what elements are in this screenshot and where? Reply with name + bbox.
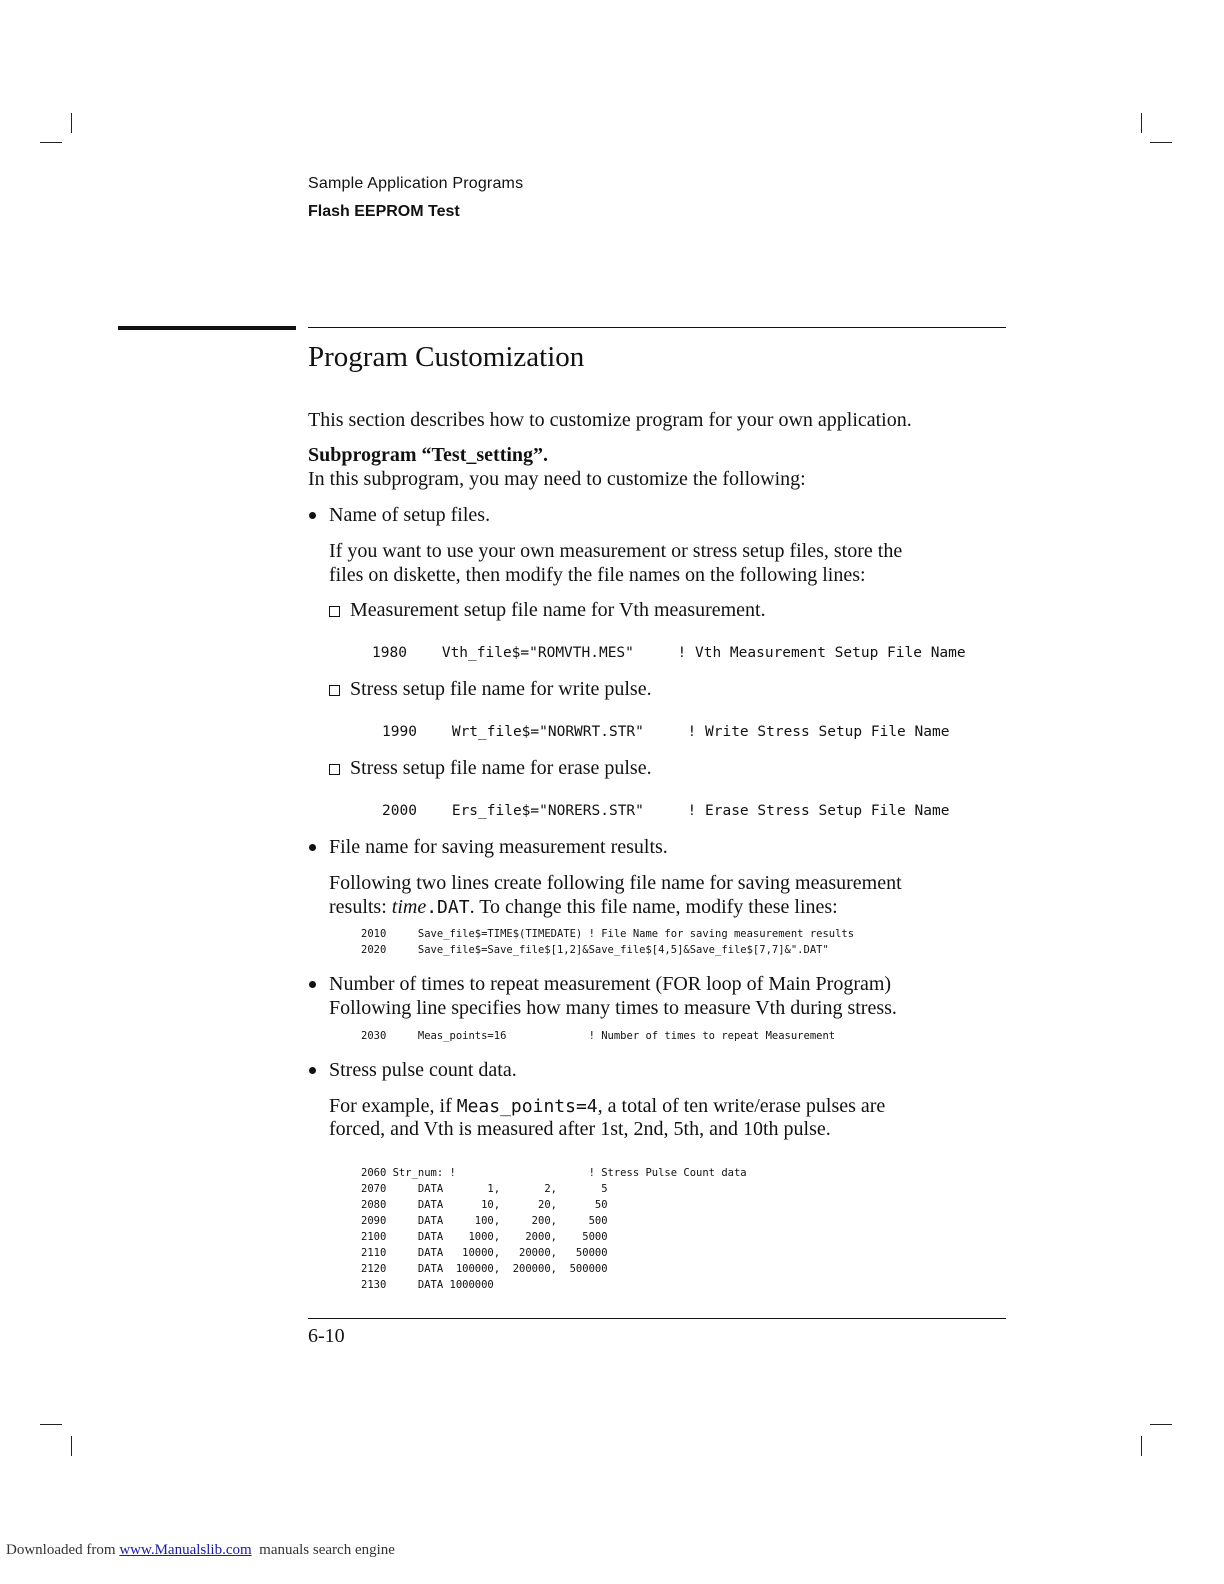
code-line: 2090 DATA 100, 200, 500 <box>361 1215 608 1227</box>
crop-mark-tl-v <box>71 113 72 133</box>
text-run: For example, if <box>329 1095 457 1117</box>
text-run: . To change this file name, modify these lines: <box>469 896 838 918</box>
code-line-2000: 2000 Ers_file$="NORERS.STR" ! Erase Stress Setup File Name <box>382 803 950 819</box>
crop-mark-tl-h <box>40 142 62 143</box>
code-line: 2110 DATA 10000, 20000, 50000 <box>361 1247 608 1259</box>
item-setup-files-para-line2: files on diskette, then modify the file names on the following lines: <box>329 564 866 586</box>
subitem-write-stress-setup: Stress setup file name for write pulse. <box>350 678 652 700</box>
item-setup-files-label: Name of setup files. <box>329 504 491 526</box>
code-line-1990: 1990 Wrt_file$="NORWRT.STR" ! Write Stress Setup File Name <box>382 724 950 740</box>
code-line-1980: 1980 Vth_file$="ROMVTH.MES" ! Vth Measurement Setup File Name <box>372 645 966 661</box>
checkbox-square-icon <box>329 764 340 775</box>
crop-mark-br-v <box>1141 1436 1142 1456</box>
code-line-2020: 2020 Save_file$=Save_file$[1,2]&Save_file$[4,5]&Save_file$[7,7]&".DAT" <box>361 944 829 956</box>
item-repeat-para: Following line specifies how many times to measure Vth during stress. <box>329 997 897 1019</box>
item-repeat-label: Number of times to repeat measurement (FOR loop of Main Program) <box>329 973 892 995</box>
item-pulse-count-para-line2: forced, and Vth is measured after 1st, 2nd, 5th, and 10th pulse. <box>329 1118 831 1140</box>
subitem-measurement-setup: Measurement setup file name for Vth measurement. <box>350 599 766 621</box>
item-pulse-count-label: Stress pulse count data. <box>329 1059 517 1081</box>
subitem-erase-stress-setup: Stress setup file name for erase pulse. <box>350 757 652 779</box>
text-run: results: <box>329 896 392 918</box>
crop-mark-bl-h <box>40 1424 62 1425</box>
code-line-2010: 2010 Save_file$=TIME$(TIMEDATE) ! File Name for saving measurement results <box>361 928 855 940</box>
crop-mark-tr-h <box>1150 142 1172 143</box>
running-header-section: Sample Application Programs <box>308 175 524 192</box>
checkbox-square-icon <box>329 685 340 696</box>
page-number: 6-10 <box>308 1325 345 1347</box>
page-title: Program Customization <box>308 341 585 373</box>
footer-suffix: manuals search engine <box>251 1542 395 1558</box>
footer-rule <box>308 1318 1006 1319</box>
crop-mark-tr-v <box>1141 113 1142 133</box>
code-block-pulse-data <box>361 1149 747 1309</box>
code-block-save-file <box>361 926 854 958</box>
crop-mark-bl-v <box>71 1436 72 1456</box>
code-line: 2120 DATA 100000, 200000, 500000 <box>361 1263 608 1275</box>
crop-mark-br-h <box>1150 1424 1172 1425</box>
item-setup-files-para-line1: If you want to use your own measurement or stress setup files, store the <box>329 540 903 562</box>
footer-prefix: Downloaded from <box>6 1542 120 1558</box>
item-save-file-para-line2 <box>329 895 838 920</box>
item-pulse-count-para-line1 <box>329 1094 885 1119</box>
manualslib-link[interactable]: www.Manualslib.com <box>119 1542 252 1558</box>
code-line: 2130 DATA 1000000 <box>361 1279 494 1291</box>
inline-code-dat: .DAT <box>426 897 470 918</box>
code-line-2030: 2030 Meas_points=16 ! Number of times to repeat Measurement <box>361 1030 836 1042</box>
item-save-file-label: File name for saving measurement results. <box>329 836 668 858</box>
code-line: 2070 DATA 1, 2, 5 <box>361 1183 608 1195</box>
bullet-icon <box>309 512 316 519</box>
italic-time: time <box>391 896 427 918</box>
text-run: , a total of ten write/erase pulses are <box>597 1095 886 1117</box>
code-line: 2100 DATA 1000, 2000, 5000 <box>361 1231 608 1243</box>
checkbox-square-icon <box>329 606 340 617</box>
download-footer <box>6 1542 395 1559</box>
code-line: 2080 DATA 10, 20, 50 <box>361 1199 608 1211</box>
intro-paragraph: This section describes how to customize program for your own application. <box>308 409 912 431</box>
item-save-file-para-line1: Following two lines create following file name for saving measurement <box>329 872 902 894</box>
bullet-icon <box>309 1067 316 1074</box>
bullet-icon <box>309 981 316 988</box>
subprogram-heading: Subprogram “Test_setting”. <box>308 444 549 466</box>
running-header-subsection: Flash EEPROM Test <box>308 203 460 220</box>
subprogram-lead: In this subprogram, you may need to customize the following: <box>308 468 806 490</box>
section-marker-bar <box>118 326 296 330</box>
section-rule <box>308 327 1006 328</box>
inline-code-meas-points: Meas_points=4 <box>456 1096 598 1117</box>
bullet-icon <box>309 844 316 851</box>
code-line: 2060 Str_num: ! ! Stress Pulse Count data <box>361 1167 747 1179</box>
